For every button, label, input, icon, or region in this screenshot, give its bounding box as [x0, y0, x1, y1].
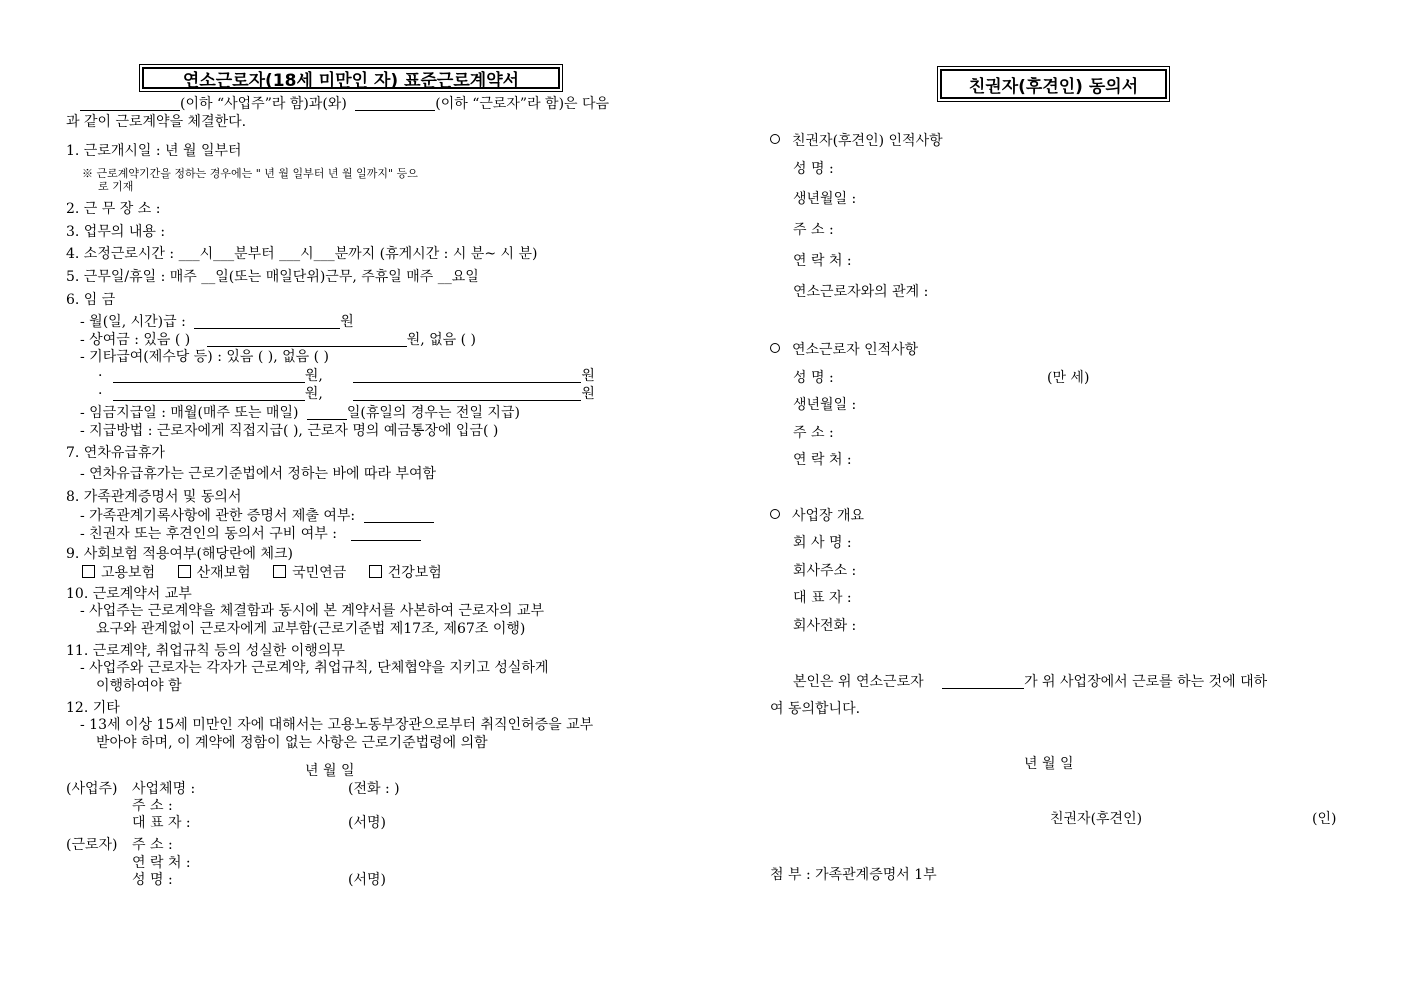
minor-birth: 생년월일 : — [793, 397, 857, 413]
option-label: 건강보험 — [387, 565, 442, 581]
insurance-option[interactable] — [273, 565, 346, 581]
section-2: 2. 근 무 장 소 : — [66, 201, 161, 217]
insurance-options — [82, 565, 442, 580]
minor-age: (만 세) — [1047, 370, 1090, 386]
employer-rep: 대 표 자 : — [132, 815, 191, 831]
option-label: 산재보험 — [196, 565, 251, 581]
section-8: 8. 가족관계증명서 및 동의서 — [66, 489, 242, 505]
minor-address: 주 소 : — [793, 425, 834, 441]
section-5: 5. 근무일/휴일 : 매주 __일(또는 매일단위)근무, 주휴일 매주 __요일 — [66, 269, 479, 285]
worker-blank — [355, 96, 435, 111]
worker-name: 성 명 : — [132, 872, 173, 888]
section-6-method: - 지급방법 : 근로자에게 직접지급( ), 근로자 명의 예금통장에 입금( ) — [80, 423, 499, 439]
contract-date: 년 월 일 — [305, 763, 355, 779]
monthly-blank — [194, 314, 340, 329]
bonus-blank — [207, 332, 407, 347]
consent-label: - 친권자 또는 후견인의 동의서 구비 여부 : — [80, 526, 337, 542]
insurance-option[interactable] — [82, 565, 155, 581]
section-7: 7. 연차유급휴가 — [66, 445, 165, 461]
section-6-other: - 기타급여(제수당 등) : 있음 ( ), 없음 ( ) — [80, 349, 330, 365]
right-title: 친권자(후견인) 동의서 — [940, 69, 1167, 99]
checkbox[interactable] — [369, 565, 382, 578]
company-address: 회사주소 : — [793, 563, 857, 579]
left-title: 연소근로자(18세 미만인 자) 표준근로계약서 — [142, 67, 560, 89]
guardian-birth: 생년월일 : — [793, 191, 857, 207]
guardian-name: 성 명 : — [793, 161, 834, 177]
insurance-option[interactable] — [369, 565, 442, 581]
other-pay-blank-1b — [353, 368, 581, 383]
intro-line-1 — [80, 96, 609, 111]
checkbox[interactable] — [178, 565, 191, 578]
employer-phone: (전화 : ) — [348, 781, 400, 797]
workplace-section-title: 사업장 개요 — [792, 508, 865, 524]
guardian-contact: 연 락 처 : — [793, 253, 852, 269]
worker-sign: (서명) — [348, 872, 386, 888]
section-11: 11. 근로계약, 취업규칙 등의 성실한 이행의무 — [66, 643, 345, 659]
seal-mark: (인) — [1312, 811, 1337, 827]
checkbox[interactable] — [273, 565, 286, 578]
other-pay-blank-2a — [113, 386, 305, 401]
intro-text-1: (이하 “사업주”라 함)과(와) — [180, 96, 347, 112]
employer-blank — [80, 96, 180, 111]
bullet-dot: · — [98, 386, 103, 402]
consent-line-2: 여 동의합니다. — [770, 701, 861, 717]
minor-section-title: 연소근로자 인적사항 — [792, 342, 919, 358]
guardian-relation: 연소근로자와의 관계 : — [793, 284, 929, 300]
section-6-payday — [80, 405, 520, 420]
guardian-section-heading — [770, 134, 943, 148]
section-10: 10. 근로계약서 교부 — [66, 586, 192, 602]
won-comma: 원, — [304, 386, 323, 402]
monthly-unit: 원 — [340, 314, 354, 330]
attachment: 첨 부 : 가족관계증명서 1부 — [770, 867, 937, 883]
section-1: 1. 근로개시일 : 년 월 일부터 — [66, 143, 242, 159]
intro-text-2: (이하 “근로자”라 함)은 다음 — [435, 96, 610, 112]
consent-text-a: 본인은 위 연소근로자 — [793, 674, 924, 690]
consent-date: 년 월 일 — [1024, 756, 1074, 772]
company-rep: 대 표 자 : — [793, 590, 852, 606]
employer-company-name: 사업체명 : — [132, 781, 196, 797]
checkbox[interactable] — [82, 565, 95, 578]
section-6: 6. 임 금 — [66, 292, 116, 308]
section-1-note-2: 로 기재 — [98, 180, 134, 193]
monthly-label: - 월(일, 시간)급 : — [80, 314, 186, 330]
worker-label: (근로자) — [66, 837, 118, 853]
section-10-a1: - 사업주는 근로계약을 체결함과 동시에 본 계약서를 사본하여 근로자의 교부 — [80, 603, 545, 619]
insurance-option[interactable] — [178, 565, 251, 581]
won: 원 — [581, 386, 595, 402]
worker-address: 주 소 : — [132, 837, 173, 853]
family-cert-label: - 가족관계기록사항에 관한 증명서 제출 여부: — [80, 508, 356, 524]
other-pay-row-1 — [98, 368, 595, 383]
section-11-a1: - 사업주와 근로자는 각자가 근로계약, 취업규칙, 단체협약을 지키고 성실하게 — [80, 660, 549, 676]
right-title-box — [937, 66, 1170, 102]
consent-line-1 — [793, 674, 1267, 689]
guardian-signer: 친권자(후견인) — [1050, 811, 1143, 827]
section-8-b — [80, 526, 421, 541]
option-label: 국민연금 — [292, 565, 347, 581]
circle-bullet-icon — [770, 343, 780, 353]
guardian-address: 주 소 : — [793, 222, 834, 238]
section-4: 4. 소정근로시간 : ___시___분부터 ___시___분까지 (휴게시간 : 시 분~ 시 분) — [66, 246, 538, 262]
employer-label: (사업주) — [66, 781, 118, 797]
bonus-label: - 상여금 : 있음 ( ) — [80, 332, 191, 348]
won: 원 — [581, 368, 595, 384]
section-7-a: - 연차유급휴가는 근로기준법에서 정하는 바에 따라 부여함 — [80, 466, 437, 482]
section-6-bonus — [80, 332, 476, 347]
payday-label: - 임금지급일 : 매월(매주 또는 매일) — [80, 405, 299, 421]
section-10-a2: 요구와 관계없이 근로자에게 교부함(근로기준법 제17조, 제67조 이행) — [96, 621, 526, 637]
section-1-note: ※ 근로계약기간을 정하는 경우에는 " 년 월 일부터 년 월 일까지" 등으 — [82, 167, 418, 180]
section-8-a — [80, 508, 434, 523]
bullet-dot: · — [98, 368, 103, 384]
section-12-a1: - 13세 이상 15세 미만인 자에 대해서는 고용노동부장관으로부터 취직인허증을 교부 — [80, 717, 594, 733]
section-9: 9. 사회보험 적용여부(해당란에 체크) — [66, 546, 293, 562]
minor-section-heading — [770, 343, 918, 357]
employer-sign: (서명) — [348, 815, 386, 831]
circle-bullet-icon — [770, 509, 780, 519]
left-title-box — [139, 64, 563, 92]
company-name: 회 사 명 : — [793, 535, 852, 551]
section-12-a2: 받아야 하며, 이 계약에 정함이 없는 사항은 근로기준법령에 의함 — [96, 735, 488, 751]
minor-name: 성 명 : — [793, 370, 834, 386]
option-label: 고용보험 — [101, 565, 156, 581]
other-pay-blank-2b — [353, 386, 581, 401]
other-pay-row-2 — [98, 386, 595, 401]
consent-blank — [351, 526, 421, 541]
minor-contact: 연 락 처 : — [793, 452, 852, 468]
worker-contact: 연 락 처 : — [132, 855, 191, 871]
circle-bullet-icon — [770, 134, 780, 144]
section-6-monthly — [80, 314, 354, 329]
other-pay-blank-1a — [113, 368, 305, 383]
minor-name-blank — [942, 674, 1024, 689]
workplace-section-heading — [770, 509, 864, 523]
intro-line-3: 과 같이 근로계약을 체결한다. — [66, 114, 247, 130]
consent-text-b: 가 위 사업장에서 근로를 하는 것에 대하 — [1024, 674, 1268, 690]
payday-blank — [307, 405, 347, 420]
company-phone: 회사전화 : — [793, 618, 857, 634]
family-cert-blank — [364, 508, 434, 523]
section-12: 12. 기타 — [66, 700, 120, 716]
payday-tail: 일(휴일의 경우는 전일 지급) — [346, 405, 520, 421]
won-comma: 원, — [304, 368, 323, 384]
section-3: 3. 업무의 내용 : — [66, 224, 166, 240]
section-11-a2: 이행하여야 함 — [96, 678, 182, 694]
bonus-tail: 원, 없음 ( ) — [406, 332, 476, 348]
guardian-section-title: 친권자(후견인) 인적사항 — [792, 133, 943, 149]
employer-address: 주 소 : — [132, 798, 173, 814]
